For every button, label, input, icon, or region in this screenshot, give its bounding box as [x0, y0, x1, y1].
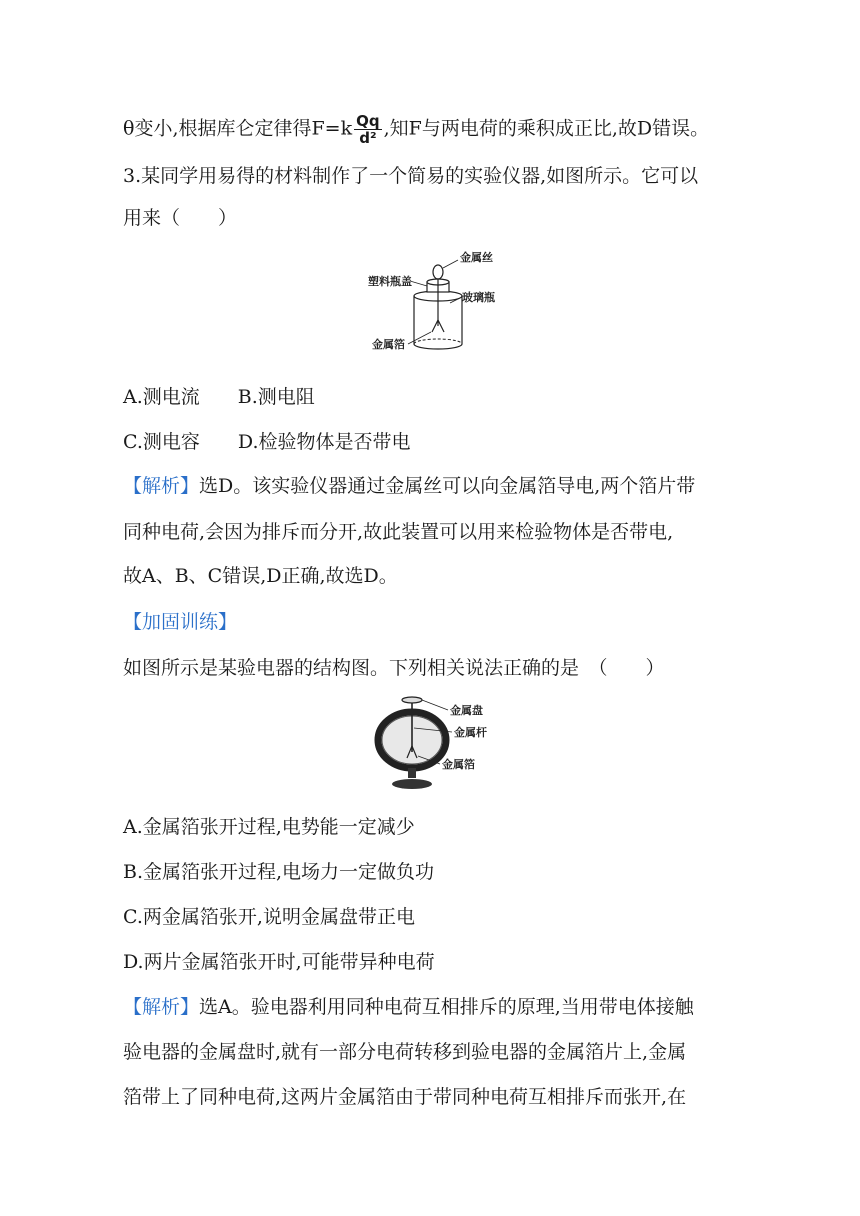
extra-option-d: D.两片金属箔张开时,可能带异种电荷: [123, 951, 435, 973]
fraction-qq-over-d2: [354, 113, 382, 146]
q3-analysis-line3: 故A、B、C错误,D正确,故选D。: [123, 565, 398, 587]
extra-option-a: A.金属箔张开过程,电势能一定减少: [123, 816, 415, 838]
line1-prefix: θ变小,根据库仑定律得F=k: [123, 117, 353, 140]
q3-analysis-line2: 同种电荷,会因为排斥而分开,故此装置可以用来检验物体是否带电,: [123, 521, 674, 543]
label-metal-foil: 金属箔: [372, 338, 405, 351]
analysis-tag: 【解析】: [123, 475, 200, 497]
bottle-instrument-figure: [368, 248, 528, 360]
extra-analysis-tag: 【解析】: [123, 996, 200, 1018]
extra-option-b: B.金属箔张开过程,电场力一定做负功: [123, 861, 435, 883]
extra-analysis-line2: 验电器的金属盘时,就有一部分电荷转移到验电器的金属箔片上,金属: [123, 1041, 687, 1063]
label-electroscope-foil: 金属箔: [442, 758, 475, 771]
q3-analysis-line1: [123, 474, 695, 498]
label-metal-plate: 金属盘: [450, 704, 483, 717]
line-coulomb-law: [123, 113, 709, 146]
q3-options-ab: A.测电流 B.测电阻: [123, 386, 315, 408]
extra-analysis-text: 选A。验电器利用同种电荷互相排斥的原理,当用带电体接触: [199, 996, 694, 1018]
q3-stem-line2: 用来（ ）: [123, 207, 238, 229]
analysis-text: 选D。该实验仪器通过金属丝可以向金属箔导电,两个箔片带: [199, 475, 696, 497]
label-plastic-cap: 塑料瓶盖: [368, 275, 412, 288]
label-metal-wire: 金属丝: [460, 251, 493, 264]
label-metal-rod: 金属杆: [454, 726, 487, 739]
extra-analysis-line3: 箔带上了同种电荷,这两片金属箔由于带同种电荷互相排斥而张开,在: [123, 1086, 687, 1108]
fraction-denominator: d²: [359, 129, 377, 147]
line1-suffix: ,知F与两电荷的乘积成正比,故D错误。: [383, 117, 710, 140]
extra-option-c: C.两金属箔张开,说明金属盘带正电: [123, 906, 415, 928]
extra-training-tag: 【加固训练】: [123, 611, 238, 633]
extra-stem: 如图所示是某验电器的结构图。下列相关说法正确的是 （ ）: [123, 657, 665, 679]
electroscope-figure: [372, 692, 522, 792]
q3-options-cd: C.测电容 D.检验物体是否带电: [123, 431, 411, 453]
extra-analysis-line1: [123, 995, 694, 1019]
label-glass-bottle: 玻璃瓶: [462, 291, 495, 304]
q3-stem-line1: 3.某同学用易得的材料制作了一个简易的实验仪器,如图所示。它可以: [123, 165, 699, 187]
fraction-numerator: Qq: [356, 112, 380, 130]
